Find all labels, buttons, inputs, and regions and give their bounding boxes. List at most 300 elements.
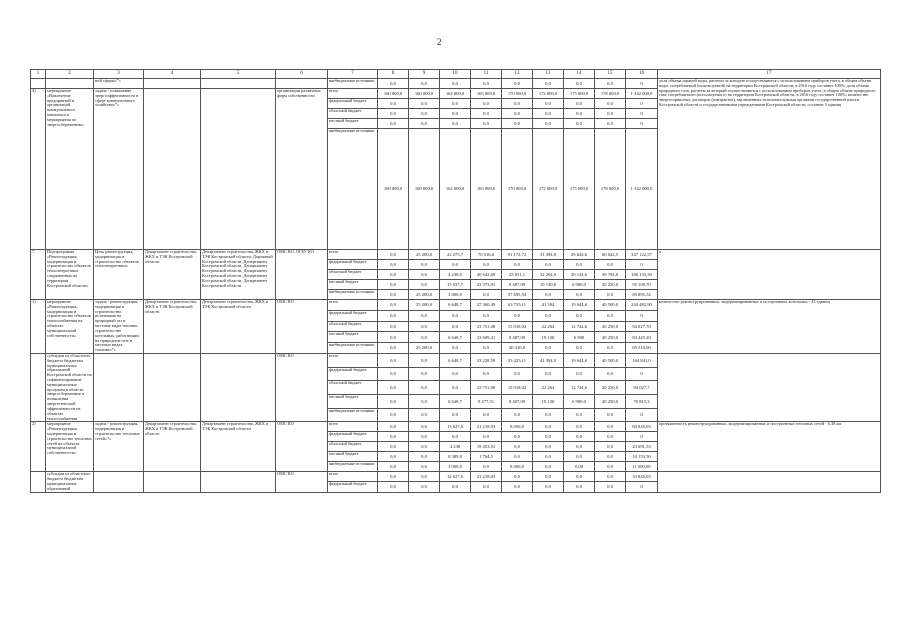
cell-num: 7. <box>31 250 46 300</box>
cell-task <box>94 472 144 492</box>
amount-cell: 12 744,6 <box>564 381 595 395</box>
column-number-7: 7 <box>328 70 378 79</box>
amount-cell: 19 130 <box>533 394 564 408</box>
amount-cell: 0,0 <box>471 462 502 472</box>
column-number-4: 4 <box>144 70 201 79</box>
table-row <box>31 422 881 432</box>
funding-source: областной бюджет <box>328 321 378 332</box>
amount-cell: 175 000,0 <box>564 89 595 99</box>
amount-cell: 6 648,7 <box>440 353 471 367</box>
amount-cell: 70 813,3 <box>626 394 658 408</box>
amount-cell: 1 342 000,0 <box>626 89 658 99</box>
amount-cell: 0,0 <box>564 442 595 452</box>
amount-cell: 23 691,53 <box>626 442 658 452</box>
amount-cell: 0,0 <box>502 79 533 89</box>
amount-cell: 0,0 <box>564 472 595 482</box>
amount-cell: 0,0 <box>409 472 440 482</box>
amount-cell: 0,0 <box>595 343 626 354</box>
amount-cell: 0,0 <box>533 290 564 300</box>
amount-cell: 0,0 <box>471 482 502 492</box>
funding-source: федеральный бюджет <box>328 99 378 109</box>
amount-cell: 0,0 <box>440 260 471 270</box>
amount-cell: 0 <box>626 310 658 321</box>
funding-source: всего <box>328 472 378 482</box>
amount-cell: 0,0 <box>378 442 409 452</box>
cell-num <box>31 79 46 89</box>
amount-cell: 0,0 <box>533 482 564 492</box>
amount-cell: 0,0 <box>471 432 502 442</box>
column-number-10: 10 <box>440 70 471 79</box>
amount-cell: 0,0 <box>378 367 409 381</box>
amount-cell: 0,0 <box>378 79 409 89</box>
column-number-9: 9 <box>409 70 440 79</box>
cell-responsible: Департамент строительства, ЖКХ и ТЭК Костромской области <box>144 300 201 354</box>
amount-cell: 1 764,5 <box>471 452 502 462</box>
amount-cell: 0,0 <box>595 260 626 270</box>
amount-cell: 25 200,0 <box>409 250 440 260</box>
amount-cell: 95 108,70 <box>626 280 658 290</box>
amount-cell: 0,0 <box>595 408 626 422</box>
amount-cell: 0,0 <box>564 119 595 129</box>
amount-cell: 4 238,0 <box>440 270 471 280</box>
amount-cell: 172 000,0 <box>533 89 564 99</box>
amount-cell: 25 051,1 <box>502 270 533 280</box>
funding-source: федеральный бюджет <box>328 482 378 492</box>
amount-cell: 85 895,54 <box>626 290 658 300</box>
amount-cell: 0,0 <box>564 367 595 381</box>
amount-cell: 8 000,0 <box>502 462 533 472</box>
amount-cell: 29 644,6 <box>564 250 595 260</box>
amount-cell: 19 130 <box>533 332 564 343</box>
amount-cell: 0,0 <box>533 442 564 452</box>
amount-cell: 0,0 <box>409 99 440 109</box>
amount-cell: 20 250,0 <box>595 321 626 332</box>
amount-cell: 20 144,6 <box>564 270 595 280</box>
amount-cell: 19 644,6 <box>564 300 595 311</box>
amount-cell: 162 000,0 <box>440 129 471 250</box>
amount-cell: 21 218,03 <box>471 422 502 432</box>
amount-cell: 0,0 <box>502 452 533 462</box>
amount-cell: 6 900,0 <box>564 394 595 408</box>
amount-cell: 0 <box>626 99 658 109</box>
amount-cell: 33 228,59 <box>471 353 502 367</box>
amount-cell: 0,0 <box>471 408 502 422</box>
column-number-3: 3 <box>94 70 144 79</box>
cell-participants: ОМС КО, ОГБУ КО <box>276 250 328 300</box>
amount-cell: 0,0 <box>595 109 626 119</box>
cell-num <box>31 472 46 492</box>
amount-cell: 0,0 <box>595 432 626 442</box>
funding-source: федеральный бюджет <box>328 367 378 381</box>
amount-cell: 0,0 <box>471 109 502 119</box>
amount-cell: 170 000,0 <box>502 129 533 250</box>
amount-cell: 0 <box>626 408 658 422</box>
amount-cell: 0,0 <box>409 452 440 462</box>
cell-name <box>46 79 94 89</box>
column-number-13: 13 <box>533 70 564 79</box>
amount-cell: 0,0 <box>471 79 502 89</box>
cell-num <box>31 353 46 421</box>
cell-name: Подпрограмма «Реконструкция, модернизация и строительство объектов теплоэнергетики, сопряженных на территории Костромской области» <box>46 250 94 300</box>
amount-cell: 0,0 <box>533 367 564 381</box>
cell-participants: ОМС КО <box>276 422 328 472</box>
amount-cell: 0,0 <box>533 310 564 321</box>
amount-cell: 172 000,0 <box>533 129 564 250</box>
amount-cell: 0,0 <box>378 408 409 422</box>
funding-source: областной бюджет <box>328 109 378 119</box>
amount-cell: 6 900 <box>564 332 595 343</box>
table-row <box>31 472 881 482</box>
amount-cell: 0,0 <box>533 462 564 472</box>
column-number-6: 6 <box>276 70 328 79</box>
amount-cell: 40 310,0 <box>502 343 533 354</box>
amount-cell: 19 453,53 <box>471 442 502 452</box>
amount-cell: 0,0 <box>409 408 440 422</box>
funding-source: всего <box>328 250 378 260</box>
amount-cell: 0,0 <box>595 442 626 452</box>
amount-cell: 0,0 <box>378 353 409 367</box>
amount-cell: 0,0 <box>440 408 471 422</box>
column-number-5: 5 <box>201 70 276 79</box>
funding-source: местный бюджет <box>328 280 378 290</box>
amount-cell: 0,0 <box>595 79 626 89</box>
amount-cell: 0,0 <box>409 332 440 343</box>
amount-cell: 0,0 <box>533 119 564 129</box>
funding-source: местный бюджет <box>328 394 378 408</box>
amount-cell: 0,0 <box>564 290 595 300</box>
amount-cell: 0 <box>626 119 658 129</box>
funding-source: внебюджетные источники <box>328 462 378 472</box>
amount-cell: 0,0 <box>471 290 502 300</box>
amount-cell: 22 264 <box>533 321 564 332</box>
funding-source: всего <box>328 300 378 311</box>
amount-cell: 41 394 <box>533 300 564 311</box>
amount-cell: 0 <box>626 482 658 492</box>
amount-cell: 15 018,02 <box>502 381 533 395</box>
amount-cell: 21 218,03 <box>471 472 502 482</box>
amount-cell: 0,0 <box>564 260 595 270</box>
amount-cell: 40 500,0 <box>595 353 626 367</box>
amount-cell: 15 018,02 <box>502 321 533 332</box>
amount-cell: 0,0 <box>564 99 595 109</box>
amount-cell: 20 250,0 <box>595 381 626 395</box>
amount-cell: 0,0 <box>378 332 409 343</box>
amount-cell: 0,0 <box>533 472 564 482</box>
amount-cell: 40 500,0 <box>595 300 626 311</box>
cell-name: мероприятие «Реконструкция, модернизация и строительство тепловых сетей на объектах муниципальной собственности» <box>46 422 94 472</box>
funding-source: федеральный бюджет <box>328 310 378 321</box>
amount-cell: 23 751,08 <box>471 321 502 332</box>
funding-source: местный бюджет <box>328 332 378 343</box>
amount-cell: 1 342 000,0 <box>626 129 658 250</box>
amount-cell: 0,0 <box>378 343 409 354</box>
amount-cell: 0,0 <box>502 408 533 422</box>
cell-responsible: Департамент строительства, ЖКХ и ТЭК Костромской области <box>144 250 201 300</box>
cell-num: 2) <box>31 422 46 472</box>
amount-cell: 0,0 <box>378 394 409 408</box>
amount-cell: 0,0 <box>533 99 564 109</box>
amount-cell: 0,0 <box>409 310 440 321</box>
amount-cell: 0,0 <box>409 260 440 270</box>
amount-cell: 0,0 <box>502 367 533 381</box>
funding-source: областной бюджет <box>328 270 378 280</box>
amount-cell: 0,0 <box>502 119 533 129</box>
amount-cell: 162 000,0 <box>440 89 471 99</box>
amount-cell: 25 200,0 <box>409 290 440 300</box>
amount-cell: 160 000,0 <box>378 89 409 99</box>
amount-cell: 0,0 <box>502 432 533 442</box>
amount-cell: 0,0 <box>440 99 471 109</box>
amount-cell: 10 153,50 <box>626 452 658 462</box>
amount-cell: 0,0 <box>409 482 440 492</box>
funding-source: местный бюджет <box>328 119 378 129</box>
amount-cell: 94 027,7 <box>626 381 658 395</box>
amount-cell: 0,0 <box>533 109 564 119</box>
cell-coexecutors <box>201 79 276 89</box>
amount-cell: 8 407,09 <box>502 394 533 408</box>
cell-coexecutors <box>201 353 276 421</box>
column-number-12: 12 <box>502 70 533 79</box>
amount-cell: 166 133,39 <box>626 270 658 280</box>
amount-cell: 0,0 <box>564 310 595 321</box>
indicator-cell: доля объема горячей воды, расчеты за которую осуществляются с использованием приборов учета, в общем объеме воды, потребляемой (используемой) на территории Костромской области, в 2016 году составит 100%; доля объема природного газа, расчеты за который осуществляются с использованием приборов учета, в общем объеме природного газа, потребляемого (используемого) на территории Костромской области, в 2016 году составит 100%; количество энергосервисных договоров (контрактов), заключенных исполнительными органами государственной власти Костромской области и государственными учреждениями Костромской области, составит 5 единиц <box>658 79 881 250</box>
amount-cell: 94 027,70 <box>626 321 658 332</box>
indicator-cell: количество реконструированных, модернизированных и построенных котельных - 45 единиц <box>658 300 881 354</box>
column-number-1: 1 <box>31 70 46 79</box>
amount-cell: 0,0 <box>564 452 595 462</box>
amount-cell: 0 <box>626 79 658 89</box>
column-number-17: 17 <box>658 70 881 79</box>
table-row <box>31 250 881 260</box>
amount-cell: 0,0 <box>471 367 502 381</box>
cell-task: задача - реконструкция, модернизация и строительство источников на природный газ и местные виды топлива; строительство котельных, работающих на природном газе и местных видах топлива»*» <box>94 300 144 354</box>
amount-cell: 0,0 <box>409 367 440 381</box>
amount-cell: 160 000,0 <box>409 129 440 250</box>
table-row <box>31 353 881 367</box>
amount-cell: 0,0 <box>378 452 409 462</box>
amount-cell: 20 250,0 <box>595 394 626 408</box>
funding-source: всего <box>328 89 378 99</box>
amount-cell: 25 200,0 <box>409 300 440 311</box>
amount-cell: 12 744,6 <box>564 321 595 332</box>
amount-cell: 31 394,0 <box>533 250 564 260</box>
amount-cell: 0 <box>626 109 658 119</box>
funding-source: федеральный бюджет <box>328 432 378 442</box>
amount-cell: 0,0 <box>564 343 595 354</box>
amount-cell: 0,0 <box>409 280 440 290</box>
cell-responsible <box>144 79 201 89</box>
funding-source: местный бюджет <box>328 452 378 462</box>
cell-participants <box>276 79 328 89</box>
amount-cell: 0,0 <box>533 343 564 354</box>
amount-cell: 0,0 <box>595 422 626 432</box>
cell-participants: ОМС КО <box>276 472 328 492</box>
amount-cell: 0,0 <box>502 472 533 482</box>
amount-cell: 0,0 <box>409 353 440 367</box>
funding-source: федеральный бюджет <box>328 260 378 270</box>
amount-cell: 20 250,0 <box>595 332 626 343</box>
amount-cell: 0,0 <box>595 99 626 109</box>
cell-participants: ОМС КО <box>276 353 328 421</box>
amount-cell: 160 000,0 <box>378 129 409 250</box>
amount-cell: 0,0 <box>378 422 409 432</box>
amount-cell: 0,0 <box>440 321 471 332</box>
amount-cell: 178 000,0 <box>595 129 626 250</box>
amount-cell: 0,0 <box>440 343 471 354</box>
amount-cell: 0,0 <box>378 280 409 290</box>
amount-cell: 0,0 <box>409 394 440 408</box>
amount-cell: 0,0 <box>595 462 626 472</box>
amount-cell: 0,0 <box>533 408 564 422</box>
amount-cell: 0,0 <box>502 109 533 119</box>
amount-cell: 0,0 <box>595 482 626 492</box>
column-number-14: 14 <box>564 70 595 79</box>
cell-task: ной сферы»*» <box>94 79 144 89</box>
indicator-cell: x <box>658 250 881 300</box>
amount-cell: 0,0 <box>502 310 533 321</box>
funding-source: областной бюджет <box>328 442 378 452</box>
amount-cell: 0,0 <box>471 260 502 270</box>
amount-cell: 0,0 <box>409 270 440 280</box>
amount-cell: 0,0 <box>533 452 564 462</box>
cell-task: задача - реконструкция, модернизация и строительство тепловых сетей»*» <box>94 422 144 472</box>
amount-cell: 63 735,11 <box>502 300 533 311</box>
cell-coexecutors: Департамент строительства, ЖКХ и ТЭК Костромской области <box>201 300 276 354</box>
amount-cell: 23 751,08 <box>471 381 502 395</box>
amount-cell: 8 050,0 <box>502 422 533 432</box>
amount-cell: 0,0 <box>533 79 564 89</box>
amount-cell: 0,0 <box>595 310 626 321</box>
amount-cell: 0,0 <box>595 367 626 381</box>
amount-cell: 9 477,51 <box>471 394 502 408</box>
funding-source: всего <box>328 422 378 432</box>
amount-cell: 6 900,0 <box>564 280 595 290</box>
amount-cell: 0,0 <box>440 482 471 492</box>
amount-cell: 0,0 <box>440 432 471 442</box>
funding-source: областной бюджет <box>328 381 378 395</box>
funding-source: внебюджетные источники <box>328 290 378 300</box>
cell-participants: ОМС КО <box>276 300 328 354</box>
amount-cell: 0,0 <box>595 452 626 462</box>
cell-num: 1) <box>31 300 46 354</box>
cell-responsible <box>144 89 201 250</box>
indicator-cell <box>658 472 881 492</box>
funding-source: всего <box>328 353 378 367</box>
amount-cell: 70 016,6 <box>471 250 502 260</box>
amount-cell: 41 394,0 <box>533 353 564 367</box>
amount-cell: 0,0 <box>502 99 533 109</box>
amount-cell: 0 <box>626 260 658 270</box>
program-table <box>30 69 881 493</box>
cell-task <box>94 353 144 421</box>
amount-cell: 60 042,5 <box>595 250 626 260</box>
amount-cell: 15 627,0 <box>440 422 471 432</box>
indicator-cell <box>658 353 881 421</box>
amount-cell: 0,0 <box>409 79 440 89</box>
amount-cell: 0,00 <box>564 462 595 472</box>
amount-cell: 6 648,7 <box>440 300 471 311</box>
amount-cell: 0,0 <box>409 381 440 395</box>
cell-coexecutors <box>201 472 276 492</box>
amount-cell: 0,0 <box>378 381 409 395</box>
amount-cell: 244 482,90 <box>626 300 658 311</box>
amount-cell: 40 642,69 <box>471 270 502 280</box>
funding-source: внебюджетные источники <box>328 129 378 250</box>
cell-participants: организации различных форм собственности <box>276 89 328 250</box>
amount-cell: 12 627,0 <box>440 472 471 482</box>
cell-name: субсидии из областного бюджета бюджетам муниципальных образований Костромской области на софинансирование муниципальных программ в области энергосбережения и повышения энергетической эффективности на объектах теплоснабжения <box>47 353 92 421</box>
funding-source: внебюджетные источники <box>328 343 378 354</box>
cell-responsible: Департамент строительства, ЖКХ и ТЭК Костромской области <box>144 422 201 472</box>
amount-cell: 0,0 <box>533 432 564 442</box>
amount-cell: 0,0 <box>471 119 502 129</box>
amount-cell: 0,0 <box>564 482 595 492</box>
cell-name: субсидии из областного бюджета бюджетам муниципальных образований <box>46 472 94 492</box>
amount-cell: 0,0 <box>595 119 626 129</box>
amount-cell: 0,0 <box>378 290 409 300</box>
amount-cell: 0,0 <box>378 482 409 492</box>
amount-cell: 8 487,09 <box>502 332 533 343</box>
amount-cell: 19 644,6 <box>564 353 595 367</box>
amount-cell: 0,0 <box>502 260 533 270</box>
amount-cell: 8 487,09 <box>502 280 533 290</box>
funding-source: внебюджетные источники <box>328 79 378 89</box>
amount-cell: 33 845,03 <box>626 472 658 482</box>
amount-cell: 0,0 <box>564 109 595 119</box>
column-number-8: 8 <box>378 70 409 79</box>
cell-task: задача - повышение энергоэффективности в сфере коммунального хозяйства»*» <box>94 89 144 250</box>
amount-cell: 175 000,0 <box>564 129 595 250</box>
amount-cell: 57 695,54 <box>502 290 533 300</box>
cell-num: 4) <box>31 89 46 250</box>
amount-cell: 27 360,49 <box>471 300 502 311</box>
page-number: 2 <box>437 37 442 47</box>
amount-cell: 22 264 <box>533 381 564 395</box>
amount-cell: 178 000,0 <box>595 89 626 99</box>
amount-cell: 0,0 <box>440 79 471 89</box>
amount-cell: 0,0 <box>409 321 440 332</box>
amount-cell: 0,0 <box>564 422 595 432</box>
amount-cell: 0,0 <box>378 109 409 119</box>
amount-cell: 25 200,0 <box>409 343 440 354</box>
cell-coexecutors: Департамент строительства, ЖКХ и ТЭК Костромской области, Дорожный Костромской области, Департамент Костромской области, Департамент Костромской области, Департамент Костромской области, Департамент Костромской области, Департамент Костромской области <box>201 250 276 300</box>
amount-cell: 15 037,7 <box>440 280 471 290</box>
amount-cell: 0,0 <box>409 432 440 442</box>
amount-cell: 32 264,0 <box>533 270 564 280</box>
amount-cell: 0 <box>626 432 658 442</box>
amount-cell: 0,0 <box>440 310 471 321</box>
cell-coexecutors <box>201 89 276 250</box>
amount-cell: 0,0 <box>378 250 409 260</box>
amount-cell: 0,0 <box>378 300 409 311</box>
amount-cell: 23 609,41 <box>471 332 502 343</box>
amount-cell: 23 425,11 <box>502 353 533 367</box>
amount-cell: 39 792,0 <box>595 270 626 280</box>
amount-cell: 3 000,0 <box>440 290 471 300</box>
amount-cell: 0,0 <box>533 422 564 432</box>
amount-cell: 0,0 <box>378 99 409 109</box>
amount-cell: 0,0 <box>440 381 471 395</box>
amount-cell: 0,0 <box>409 422 440 432</box>
amount-cell: 0,0 <box>409 442 440 452</box>
amount-cell: 0,0 <box>440 367 471 381</box>
amount-cell: 60 845,03 <box>626 422 658 432</box>
indicator-cell: протяженность реконструированных, модернизированных и построенных тепловых сетей - 6,38 км <box>658 422 881 472</box>
amount-cell: 0,0 <box>471 99 502 109</box>
amount-cell: 0,0 <box>502 442 533 452</box>
amount-cell: 0,0 <box>378 472 409 482</box>
funding-source: внебюджетные источники <box>328 408 378 422</box>
